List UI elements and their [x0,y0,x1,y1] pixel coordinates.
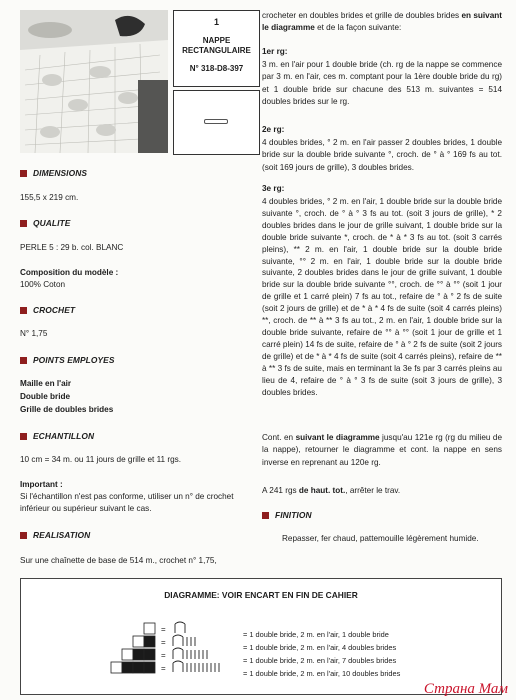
section-finition: FINITION [262,510,312,520]
equals-sign: = [161,638,166,647]
section-qualite: QUALITE [20,218,70,228]
dimensions-text: 155,5 x 219 cm. [20,193,79,202]
equals-sign: = [161,664,166,673]
gauge-text: 10 cm = 34 m. ou 11 jours de grille et 11 rgs. [20,455,182,464]
legend-item: = 1 double bride, 2 m. en l'air, 4 doubles brides [243,643,397,652]
stitch-symbols-icon [171,621,243,677]
legend-item: = 1 double bride, 2 m. en l'air, 7 doubles brides [243,656,397,665]
section-realisation: REALISATION [20,530,90,540]
row3-text: 4 doubles brides, ° 2 m. en l'air, 1 double bride sur la double bride suivante °, croch. de ° à ° 3 fs au tot. (soit 3 jours de grille), * 2 doubles brides dans le jour de grille suivant, 1 double bride sur la double bride suivante *, croch. de * à * 3 fs au tot. (soit 3 carrés pleins), ** 2 m. en l'air, 1 double bride sur la double bride suivante, °° 2 m. en l'air, 1 double bride sur la double bride suivante, 2 doubles brides dans le jour de grille suivant, 1 double bride sur la double bride suivante °°, croch. de °° à °° (soit 1 jour de grille et 1 carré plein) 7 fs au tot., refaire de ° à ° 2 fs de suite (soit 2 jours de grille) et de * à * 4 fs de suite (soit 4 carrés pleins) **, croch. de ** à ** 3 fs au tot., 2 m. en l'air, 1 double bride sur la double bride suivante, refaire de °° à °° (soit 1 jour de grille et 1 carré plein) 14 fs de suite, refaire de ° à ° 2 fs de suite (soit 2 jours de grille) et de * à * 4 fs de suite (soit 4 carrés pleins), refaire de ** à ** 3 fs de suite, mais en terminant la 3e fs par 3 carrés pleins au lieu de 4, refaire de ° à ° 3 fs de suite (soit 3 jours de grille), 3 doubles brides. [262,197,503,397]
pattern-number: 1 [213,17,219,27]
bullet-square-icon [20,357,27,364]
point-item: Maille en l'air [20,379,72,388]
equals-sign: = [161,625,166,634]
finition-text: Repasser, fer chaud, pattemouille légèrement humide. [282,534,479,543]
composition-label: Composition du modèle : [20,268,119,277]
bullet-square-icon [20,307,27,314]
important-text: Si l'échantillon n'est pas conforme, utiliser un n° de crochet inférieur ou supérieur suivant le cas. [20,492,234,514]
row2-text: 4 doubles brides, ° 2 m. en l'air passer 2 doubles brides, 1 double bride sur la double bride suivante °, croch. de ° à ° 169 fs au tot. (soit 169 jours de grille), 3 doubles brides. [262,138,502,172]
diagram-box [20,578,502,695]
point-item: Double bride [20,392,71,401]
crochet-text: N° 1,75 [20,329,48,338]
watermark: Страна Мам [423,681,508,697]
equals-sign: = [161,651,166,660]
row1-heading: 1er rg: [262,47,288,56]
row3-heading: 3e rg: [262,184,285,193]
section-points: POINTS EMPLOYES [20,355,115,365]
diagram-title: DIAGRAMME: VOIR ENCART EN FIN DE CAHIER [164,590,358,600]
bullet-square-icon [20,433,27,440]
pattern-card [173,10,260,87]
crochet-hook-icon [204,119,228,124]
stair-grid-icon [99,621,169,687]
ending-text: A 241 rgs de haut. tot., arrêter le trav. [262,486,401,495]
bullet-square-icon [20,170,27,177]
important-label: Important : [20,480,63,489]
row2-heading: 2e rg: [262,125,285,134]
composition-text: 100% Coton [20,280,66,289]
pattern-reference: N° 318-D8-397 [189,63,244,73]
bullet-square-icon [262,512,269,519]
bullet-square-icon [20,220,27,227]
pattern-title: NAPPE RECTANGULAIRE [182,36,251,55]
realisation-text: Sur une chaînette de base de 514 m., crochet n° 1,75, [20,556,217,565]
section-crochet: CROCHET [20,305,75,315]
section-echantillon: ECHANTILLON [20,431,94,441]
section-dimensions: DIMENSIONS [20,168,87,178]
bullet-square-icon [20,532,27,539]
row1-text: 3 m. en l'air pour 1 double bride (ch. rg de la nappe se commence par 3 m. en l'air, ces m. comptant pour la 1ère double bride du rg) et 1 double bride sur chacune des 513 m. suivantes = 514 doubles brides sur le rg. [262,60,502,106]
tablecloth-photo [20,10,168,153]
continuation-text: Cont. en suivant le diagramme jusqu'au 121e rg (rg du milieu de la nappe), retourner le diagramme et cont. la nappe en sens inverse en reprenant au 120e rg. [262,433,502,467]
intro-paragraph: crocheter en doubles brides et grille de doubles brides en suivant le diagramme et de la façon suivante: [262,11,503,33]
legend-item: = 1 double bride, 2 m. en l'air, 1 double bride [243,630,389,639]
point-item: Grille de doubles brides [20,405,114,414]
legend-item: = 1 double bride, 2 m. en l'air, 10 doubles brides [243,669,401,678]
hook-thumbnail [173,90,260,155]
yarn-text: PERLE 5 : 29 b. col. BLANC [20,243,124,252]
